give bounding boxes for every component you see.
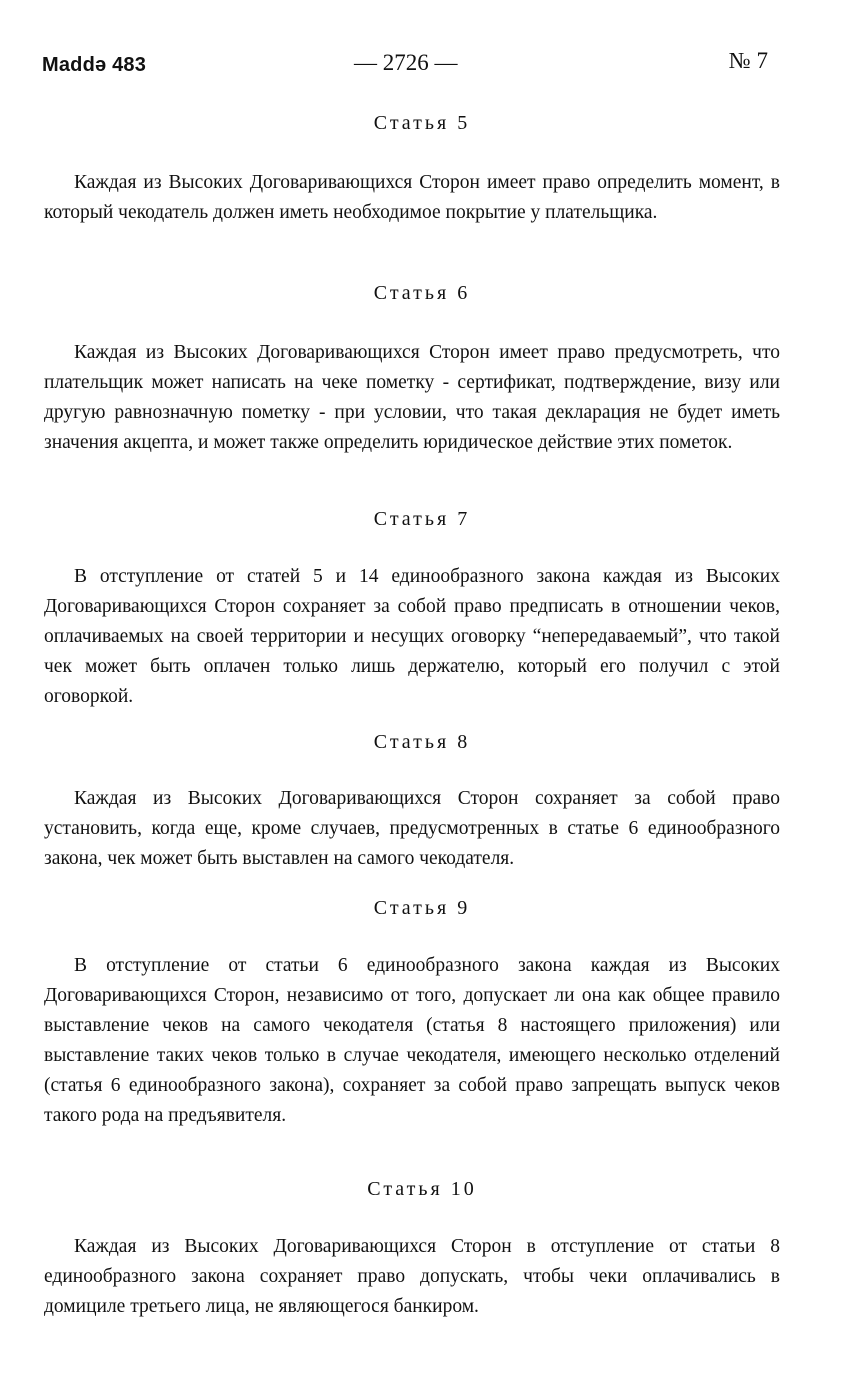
page-header	[42, 48, 772, 78]
article-10-text: Каждая из Высоких Договаривающихся Сторон в отступление от статьи 8 единообразного закона сохраняет право допускать, чтобы чеки оплачивались в домициле третьего лица, не являющегося банкиром.	[44, 1236, 780, 1317]
article-5-text: Каждая из Высоких Договаривающихся Сторон имеет право определить момент, в который чекодатель должен иметь необходимое покрытие у плательщика.	[44, 172, 780, 223]
article-reference: Maddə 483	[42, 54, 147, 76]
article-5-title: Статья 5	[373, 112, 471, 134]
article-6-title: Статья 6	[373, 282, 471, 304]
article-9-title: Статья 9	[373, 897, 471, 919]
article-6-text: Каждая из Высоких Договаривающихся Сторон имеет право предусмотреть, что плательщик может написать на чеке пометку - сертификат, подтверждение, визу или другую равнозначную пометку - при условии, что такая декларация не будет иметь значения акцепта, и может также определить юридическое действие этих пометок.	[44, 342, 780, 453]
article-7-title: Статья 7	[373, 508, 471, 530]
page-number: — 2726 —	[354, 50, 458, 75]
article-8-title: Статья 8	[373, 731, 471, 753]
article-7-text: В отступление от статей 5 и 14 единообразного закона каждая из Высоких Договаривающихся Сторон сохраняет за собой право предписать в отношении чеков, оплачиваемых на своей территории и несущих оговорку “непередаваемый”, что такой чек может быть оплачен только лишь держателю, который его получил с этой оговоркой.	[44, 566, 780, 707]
article-10-title: Статья 10	[367, 1178, 477, 1200]
article-9-text: В отступление от статьи 6 единообразного закона каждая из Высоких Договаривающихся Сторон, независимо от того, допускает ли она как общее правило выставление чеков на самого чекодателя (статья 8 настоящего приложения) или выставление таких чеков только в случае чекодателя, имеющего несколько отделений (статья 6 единообразного закона), сохраняет за собой право запрещать выпуск чеков такого рода на предъявителя.	[44, 955, 780, 1126]
issue-number: № 7	[728, 48, 768, 73]
article-8-text: Каждая из Высоких Договаривающихся Сторон сохраняет за собой право установить, когда еще, кроме случаев, предусмотренных в статье 6 единообразного закона, чек может быть выставлен на самого чекодателя.	[44, 788, 780, 869]
